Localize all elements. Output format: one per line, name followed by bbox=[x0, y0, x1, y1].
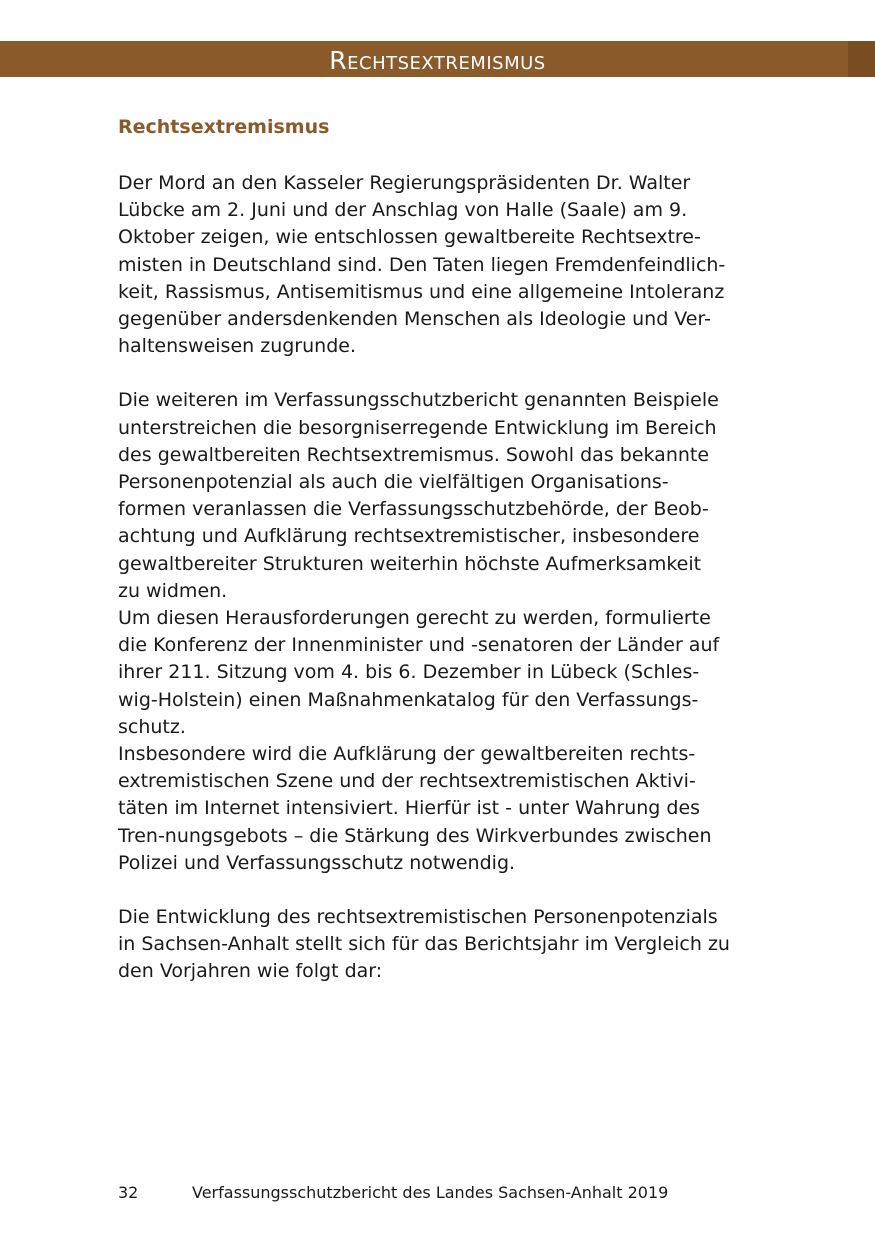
paragraph-2: Die weiteren im Verfassungsschutzbericht genannten Beispiele unterstreichen die besorgniserregende Entwicklung im Bereich des gewaltbereiten Rechtsextremismus. Sowohl das bekannte Personenpotenzial als auch die vielfältigen Organisations- formen veranlassen die Verfassungsschutzbehörde, der Beob- achtung und Aufklärung rechtsextremistischer, insbesondere gewaltbereiter Strukturen weiterhin höchste Aufmerksamkeit zu widmen. Um diesen Herausforderungen gerecht zu werden, formulierte die Konferenz der Innenminister und -senatoren der Länder auf ihrer 211. Sitzung vom 4. bis 6. Dezember in Lübeck (Schles- wig-Holstein) einen Maßnahmenkatalog für den Verfassungs- schutz. Insbesondere wird die Aufklärung der gewaltbereiten rechts- extremistischen Szene und der rechtsextremistischen Aktivi- täten im Internet intensiviert. Hierfür ist - unter Wahrung des Tren-nungsgebots – die Stärkung des Wirkverbundes zwischen Polizei und Verfassungsschutz notwendig. bbox=[118, 389, 720, 874]
paragraph-1: Der Mord an den Kasseler Regierungspräsidenten Dr. Walter Lübcke am 2. Juni und der Anschlag von Halle (Saale) am 9. Oktober zeigen, wie entschlossen gewaltbereite Rechtsextre- misten in Deutschland sind. Den Taten liegen Fremdenfeindlich- keit, Rassismus, Antisemitismus und eine allgemeine Intoleranz gegenüber andersdenkenden Menschen als Ideologie und Ver- haltensweisen zugrunde. bbox=[118, 172, 726, 358]
chapter-title: Rechtsextremismus bbox=[329, 46, 546, 75]
page-content bbox=[118, 112, 758, 986]
page-number: 32 bbox=[118, 1183, 139, 1202]
paragraph-3: Die Entwicklung des rechtsextremistischen Personenpotenzials in Sachsen-Anhalt stellt sich für das Berichtsjahr im Vergleich zu den Vorjahren wie folgt dar: bbox=[118, 906, 730, 983]
spacer bbox=[118, 360, 758, 387]
spacer bbox=[118, 142, 758, 170]
spacer bbox=[118, 877, 758, 904]
chapter-header-band bbox=[0, 41, 875, 77]
section-heading: Rechtsextremismus bbox=[118, 116, 330, 138]
page-footer bbox=[118, 1182, 668, 1204]
publication-title: Verfassungsschutzbericht des Landes Sachsen-Anhalt 2019 bbox=[192, 1183, 669, 1202]
